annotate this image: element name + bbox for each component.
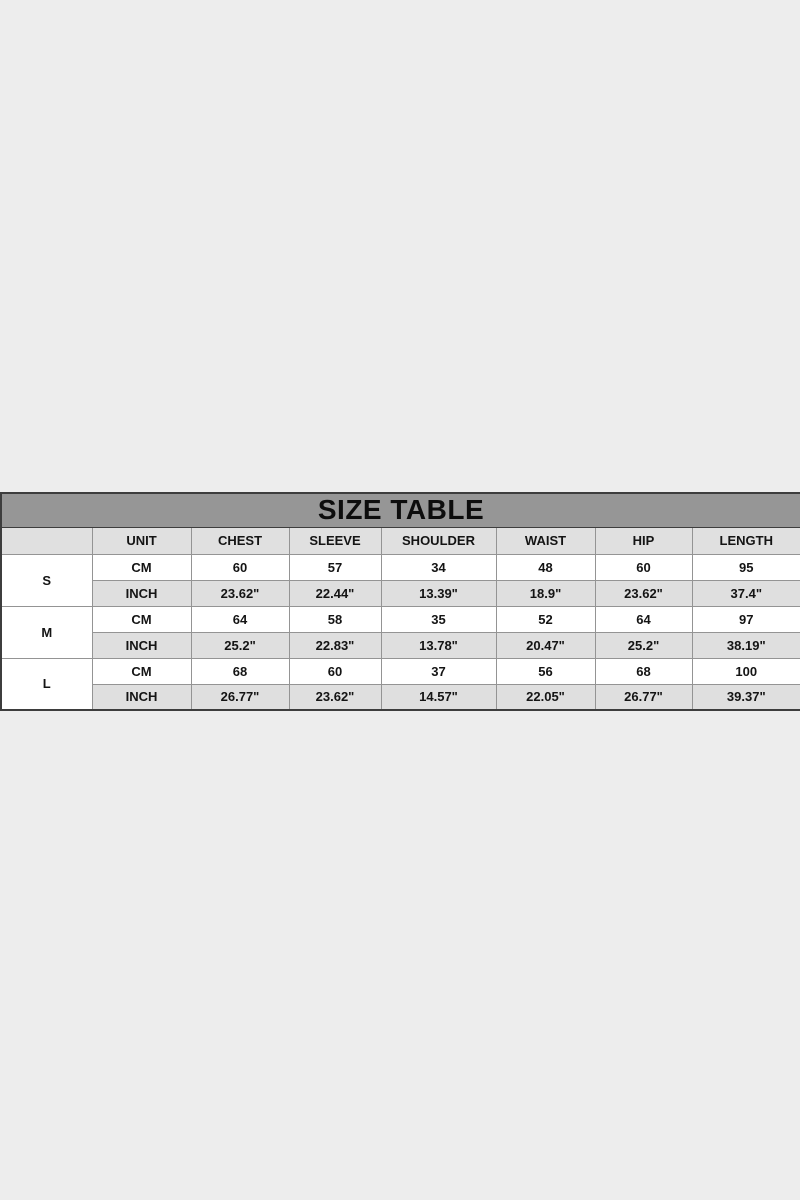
value-cell: 34 bbox=[381, 554, 496, 580]
unit-cell-inch: INCH bbox=[92, 684, 191, 710]
column-header-sleeve: SLEEVE bbox=[289, 527, 381, 554]
unit-cell-cm: CM bbox=[92, 658, 191, 684]
value-cell: 23.62" bbox=[191, 580, 289, 606]
value-cell: 23.62" bbox=[595, 580, 692, 606]
value-cell: 22.83" bbox=[289, 632, 381, 658]
column-header-shoulder: SHOULDER bbox=[381, 527, 496, 554]
value-cell: 13.78" bbox=[381, 632, 496, 658]
value-cell: 97 bbox=[692, 606, 800, 632]
value-cell: 58 bbox=[289, 606, 381, 632]
table-row-l-cm bbox=[1, 658, 800, 684]
size-table bbox=[0, 492, 800, 711]
value-cell: 35 bbox=[381, 606, 496, 632]
table-row-m-inch bbox=[1, 632, 800, 658]
unit-cell-inch: INCH bbox=[92, 580, 191, 606]
value-cell: 64 bbox=[191, 606, 289, 632]
value-cell: 37.4" bbox=[692, 580, 800, 606]
column-header-chest: CHEST bbox=[191, 527, 289, 554]
table-title-row bbox=[1, 493, 800, 527]
value-cell: 37 bbox=[381, 658, 496, 684]
table-header-row bbox=[1, 527, 800, 554]
size-label-s: S bbox=[1, 554, 92, 606]
value-cell: 25.2" bbox=[595, 632, 692, 658]
value-cell: 60 bbox=[191, 554, 289, 580]
table-row-m-cm bbox=[1, 606, 800, 632]
table-row-s-inch bbox=[1, 580, 800, 606]
value-cell: 23.62" bbox=[289, 684, 381, 710]
column-header-unit: UNIT bbox=[92, 527, 191, 554]
table-row-l-inch bbox=[1, 684, 800, 710]
corner-diagonal-cell bbox=[1, 527, 92, 554]
value-cell: 60 bbox=[289, 658, 381, 684]
value-cell: 18.9" bbox=[496, 580, 595, 606]
value-cell: 38.19" bbox=[692, 632, 800, 658]
value-cell: 95 bbox=[692, 554, 800, 580]
value-cell: 39.37" bbox=[692, 684, 800, 710]
value-cell: 14.57" bbox=[381, 684, 496, 710]
value-cell: 22.44" bbox=[289, 580, 381, 606]
value-cell: 20.47" bbox=[496, 632, 595, 658]
value-cell: 22.05" bbox=[496, 684, 595, 710]
size-label-m: M bbox=[1, 606, 92, 658]
value-cell: 68 bbox=[595, 658, 692, 684]
value-cell: 25.2" bbox=[191, 632, 289, 658]
value-cell: 60 bbox=[595, 554, 692, 580]
column-header-waist: WAIST bbox=[496, 527, 595, 554]
size-label-l: L bbox=[1, 658, 92, 710]
value-cell: 64 bbox=[595, 606, 692, 632]
value-cell: 26.77" bbox=[191, 684, 289, 710]
value-cell: 48 bbox=[496, 554, 595, 580]
value-cell: 68 bbox=[191, 658, 289, 684]
value-cell: 57 bbox=[289, 554, 381, 580]
value-cell: 100 bbox=[692, 658, 800, 684]
size-table-container bbox=[0, 492, 800, 711]
column-header-hip: HIP bbox=[595, 527, 692, 554]
value-cell: 52 bbox=[496, 606, 595, 632]
table-title: SIZE TABLE bbox=[1, 493, 800, 527]
value-cell: 13.39" bbox=[381, 580, 496, 606]
value-cell: 26.77" bbox=[595, 684, 692, 710]
table-row-s-cm bbox=[1, 554, 800, 580]
unit-cell-cm: CM bbox=[92, 606, 191, 632]
unit-cell-cm: CM bbox=[92, 554, 191, 580]
column-header-length: LENGTH bbox=[692, 527, 800, 554]
unit-cell-inch: INCH bbox=[92, 632, 191, 658]
value-cell: 56 bbox=[496, 658, 595, 684]
